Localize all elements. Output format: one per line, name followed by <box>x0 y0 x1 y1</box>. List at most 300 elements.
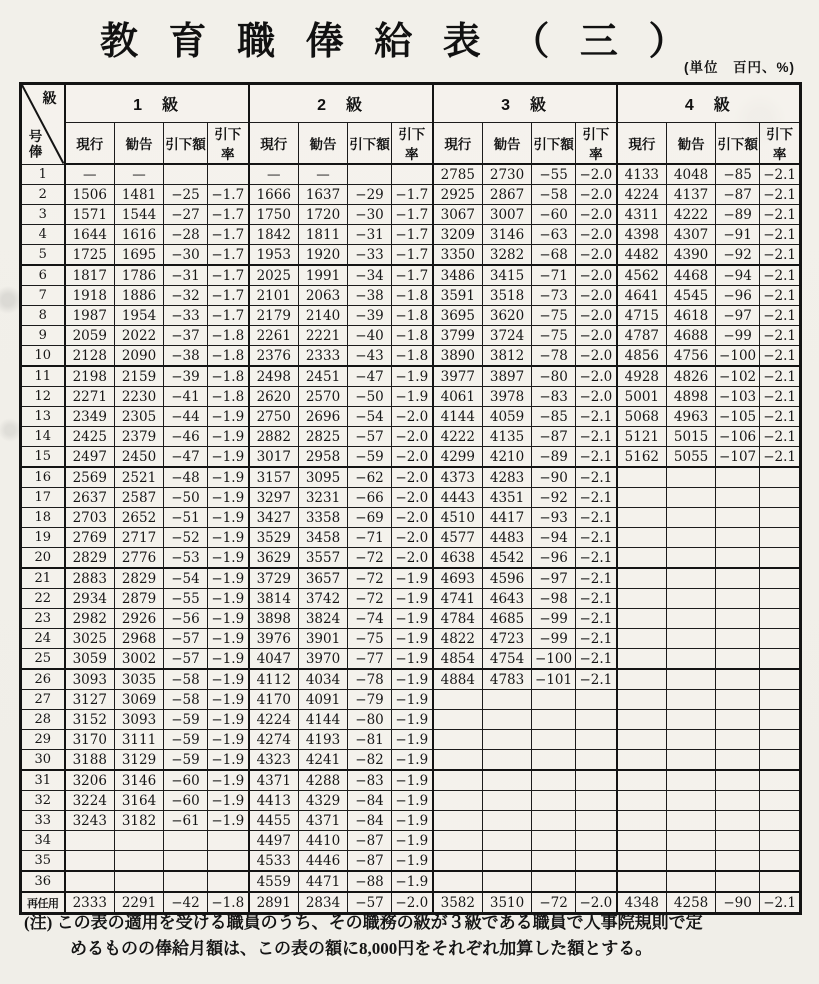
cell: −2.1 <box>760 407 801 427</box>
cell: −71 <box>532 265 576 286</box>
cell: −1.9 <box>392 750 433 771</box>
table-row <box>21 871 801 892</box>
cell: 3164 <box>115 791 164 811</box>
table-row <box>21 387 801 407</box>
cell: −71 <box>348 528 392 548</box>
cell: −87 <box>348 851 392 872</box>
corner-cell <box>21 84 65 165</box>
cell: −85 <box>716 164 760 185</box>
sub-header: 勧告 <box>667 123 716 165</box>
cell <box>667 488 716 508</box>
cell <box>392 164 433 185</box>
cell: 3095 <box>299 467 348 488</box>
cell: −46 <box>164 427 208 447</box>
table-row <box>21 831 801 851</box>
cell <box>760 467 801 488</box>
cell <box>760 690 801 710</box>
cell: −75 <box>532 326 576 346</box>
cell: 3799 <box>433 326 483 346</box>
unit-note: (単位 百円、%) <box>684 60 795 75</box>
cell: −72 <box>348 568 392 589</box>
cell: 1920 <box>299 245 348 266</box>
cell: 2587 <box>115 488 164 508</box>
cell: 3814 <box>249 589 299 609</box>
cell <box>760 508 801 528</box>
cell: 4533 <box>249 851 299 872</box>
cell: 4898 <box>667 387 716 407</box>
table-row <box>21 164 801 185</box>
cell: −2.1 <box>760 326 801 346</box>
step-label: 4 <box>21 225 65 245</box>
cell <box>617 467 667 488</box>
cell: 2521 <box>115 467 164 488</box>
cell: 3591 <box>433 286 483 306</box>
sub-header: 勧告 <box>299 123 348 165</box>
cell: 1720 <box>299 205 348 225</box>
cell: 3824 <box>299 609 348 629</box>
cell: 2652 <box>115 508 164 528</box>
cell: 4641 <box>617 286 667 306</box>
salary-table <box>19 82 802 915</box>
cell: −80 <box>348 710 392 730</box>
cell: −57 <box>164 649 208 670</box>
cell: 4577 <box>433 528 483 548</box>
cell: 4283 <box>483 467 532 488</box>
cell: −94 <box>716 265 760 286</box>
cell <box>617 871 667 892</box>
cell: −89 <box>532 447 576 468</box>
cell: −2.1 <box>760 164 801 185</box>
cell: −1.9 <box>392 811 433 831</box>
table-row <box>21 326 801 346</box>
cell <box>716 568 760 589</box>
cell: −55 <box>532 164 576 185</box>
cell <box>208 871 249 892</box>
cell <box>532 871 576 892</box>
cell: −97 <box>716 306 760 326</box>
cell <box>208 831 249 851</box>
cell: 4373 <box>433 467 483 488</box>
cell: 4455 <box>249 811 299 831</box>
cell <box>576 811 617 831</box>
cell <box>208 164 249 185</box>
cell: −93 <box>532 508 576 528</box>
cell: −1.9 <box>208 467 249 488</box>
step-label: 12 <box>21 387 65 407</box>
cell <box>65 831 115 851</box>
cell: 1886 <box>115 286 164 306</box>
cell: 3243 <box>65 811 115 831</box>
cell: 2159 <box>115 366 164 387</box>
cell <box>760 791 801 811</box>
cell: 4299 <box>433 447 483 468</box>
cell: −1.7 <box>208 306 249 326</box>
cell: 1695 <box>115 245 164 266</box>
cell: 2179 <box>249 306 299 326</box>
cell: −1.7 <box>208 245 249 266</box>
cell <box>716 791 760 811</box>
grade-header-3: 3 級 <box>433 84 617 123</box>
cell: −1.9 <box>208 669 249 690</box>
cell: 4137 <box>667 185 716 205</box>
cell: 4784 <box>433 609 483 629</box>
cell: 4307 <box>667 225 716 245</box>
sub-header: 引下率 <box>392 123 433 165</box>
cell <box>617 791 667 811</box>
cell <box>716 649 760 670</box>
cell: 4258 <box>667 892 716 914</box>
cell: −69 <box>348 508 392 528</box>
cell: 2620 <box>249 387 299 407</box>
cell: −96 <box>532 548 576 569</box>
cell: −87 <box>532 427 576 447</box>
cell: 3025 <box>65 629 115 649</box>
cell <box>208 851 249 872</box>
cell: 3458 <box>299 528 348 548</box>
cell: −103 <box>716 387 760 407</box>
cell: −40 <box>348 326 392 346</box>
cell <box>532 791 576 811</box>
step-label: 19 <box>21 528 65 548</box>
cell: 2128 <box>65 346 115 367</box>
cell: −2.1 <box>760 366 801 387</box>
cell: 5001 <box>617 387 667 407</box>
cell <box>483 730 532 750</box>
cell: 1750 <box>249 205 299 225</box>
cell: 4685 <box>483 609 532 629</box>
cell: −1.7 <box>208 185 249 205</box>
cell: −84 <box>348 791 392 811</box>
cell: 3129 <box>115 750 164 771</box>
cell: −63 <box>532 225 576 245</box>
cell: 3620 <box>483 306 532 326</box>
cell <box>760 669 801 690</box>
cell: −1.9 <box>208 690 249 710</box>
cell: −27 <box>164 205 208 225</box>
cell: 2022 <box>115 326 164 346</box>
cell <box>760 770 801 791</box>
table-row <box>21 791 801 811</box>
table-row <box>21 508 801 528</box>
cell <box>532 710 576 730</box>
cell <box>716 488 760 508</box>
cell: −1.9 <box>392 387 433 407</box>
cell <box>716 629 760 649</box>
cell <box>667 649 716 670</box>
cell: −98 <box>532 589 576 609</box>
cell <box>667 791 716 811</box>
cell <box>576 750 617 771</box>
cell: 2333 <box>65 892 115 914</box>
step-label: 29 <box>21 730 65 750</box>
cell: −2.1 <box>576 649 617 670</box>
cell: −57 <box>348 892 392 914</box>
table-row <box>21 649 801 670</box>
cell <box>483 851 532 872</box>
cell: 4170 <box>249 690 299 710</box>
cell: −1.7 <box>208 225 249 245</box>
cell: 2834 <box>299 892 348 914</box>
cell: 3898 <box>249 609 299 629</box>
step-label: 22 <box>21 589 65 609</box>
cell: −1.9 <box>392 871 433 892</box>
cell: 2198 <box>65 366 115 387</box>
cell: 4224 <box>249 710 299 730</box>
cell: 1481 <box>115 185 164 205</box>
cell: 3059 <box>65 649 115 670</box>
cell: 2570 <box>299 387 348 407</box>
cell: 4323 <box>249 750 299 771</box>
cell <box>532 851 576 872</box>
cell <box>483 791 532 811</box>
table-row <box>21 488 801 508</box>
cell: −39 <box>348 306 392 326</box>
cell: −2.0 <box>576 326 617 346</box>
cell <box>716 851 760 872</box>
cell: −1.9 <box>208 447 249 468</box>
cell: −58 <box>164 669 208 690</box>
cell: 4856 <box>617 346 667 367</box>
cell: 2090 <box>115 346 164 367</box>
cell: 1571 <box>65 205 115 225</box>
cell: −1.9 <box>392 568 433 589</box>
cell <box>667 629 716 649</box>
cell: −100 <box>716 346 760 367</box>
cell <box>760 548 801 569</box>
step-label: 6 <box>21 265 65 286</box>
cell: −1.7 <box>392 265 433 286</box>
step-label: 16 <box>21 467 65 488</box>
table-row <box>21 669 801 690</box>
cell: −96 <box>716 286 760 306</box>
cell <box>716 589 760 609</box>
cell: 4497 <box>249 831 299 851</box>
cell: −1.9 <box>208 528 249 548</box>
cell: −2.0 <box>576 205 617 225</box>
cell <box>617 811 667 831</box>
cell: −52 <box>164 528 208 548</box>
table-body <box>21 164 801 914</box>
cell: −106 <box>716 427 760 447</box>
cell: 2717 <box>115 528 164 548</box>
footnote-line: (注) この表の適用を受ける職員のうち、その職務の級が３級である職員で人事院規則で定 <box>24 913 703 932</box>
step-label: 32 <box>21 791 65 811</box>
cell: 2063 <box>299 286 348 306</box>
cell: 3282 <box>483 245 532 266</box>
cell <box>716 528 760 548</box>
cell: 3111 <box>115 730 164 750</box>
cell: 1918 <box>65 286 115 306</box>
cell: 4483 <box>483 528 532 548</box>
sub-header: 引下率 <box>576 123 617 165</box>
cell: 3629 <box>249 548 299 569</box>
sub-header: 現行 <box>617 123 667 165</box>
footnote <box>24 910 800 961</box>
cell <box>576 831 617 851</box>
step-label: 3 <box>21 205 65 225</box>
step-label: 33 <box>21 811 65 831</box>
cell <box>483 750 532 771</box>
cell: 4091 <box>299 690 348 710</box>
cell: −34 <box>348 265 392 286</box>
cell: −30 <box>164 245 208 266</box>
cell: −2.1 <box>576 427 617 447</box>
cell: 2934 <box>65 589 115 609</box>
cell: −54 <box>348 407 392 427</box>
table-row <box>21 589 801 609</box>
cell <box>65 851 115 872</box>
cell: 2025 <box>249 265 299 286</box>
cell: 4274 <box>249 730 299 750</box>
corner-grade-label: 級 <box>42 90 59 106</box>
cell: −25 <box>164 185 208 205</box>
cell: 3146 <box>483 225 532 245</box>
cell <box>667 871 716 892</box>
cell: −102 <box>716 366 760 387</box>
cell: 4542 <box>483 548 532 569</box>
cell: 3069 <box>115 690 164 710</box>
cell: −2.0 <box>576 286 617 306</box>
cell: −1.9 <box>392 629 433 649</box>
cell: −1.7 <box>392 245 433 266</box>
cell: 3901 <box>299 629 348 649</box>
sub-header: 引下額 <box>164 123 208 165</box>
cell: 4034 <box>299 669 348 690</box>
table-row <box>21 366 801 387</box>
cell: 2101 <box>249 286 299 306</box>
sub-header: 現行 <box>65 123 115 165</box>
cell: −88 <box>348 871 392 892</box>
cell <box>532 811 576 831</box>
cell: −101 <box>532 669 576 690</box>
step-label: 23 <box>21 609 65 629</box>
cell: 3182 <box>115 811 164 831</box>
cell: 4854 <box>433 649 483 670</box>
cell: −2.1 <box>760 225 801 245</box>
table-row <box>21 205 801 225</box>
cell: 3510 <box>483 892 532 914</box>
sub-header: 勧告 <box>483 123 532 165</box>
cell: −2.1 <box>760 447 801 468</box>
cell: 2379 <box>115 427 164 447</box>
cell: −72 <box>348 548 392 569</box>
cell: −2.1 <box>760 892 801 914</box>
cell <box>115 871 164 892</box>
cell <box>617 770 667 791</box>
cell: 3146 <box>115 770 164 791</box>
cell <box>667 568 716 589</box>
cell: −2.1 <box>576 467 617 488</box>
cell: 3002 <box>115 649 164 670</box>
cell <box>760 831 801 851</box>
cell: 1842 <box>249 225 299 245</box>
cell: 3157 <box>249 467 299 488</box>
cell: −57 <box>348 427 392 447</box>
cell <box>576 871 617 892</box>
cell: 4210 <box>483 447 532 468</box>
cell: −99 <box>532 629 576 649</box>
cell: 2333 <box>299 346 348 367</box>
cell: −47 <box>348 366 392 387</box>
cell: 2230 <box>115 387 164 407</box>
cell: −60 <box>532 205 576 225</box>
cell: −1.7 <box>208 286 249 306</box>
cell <box>617 669 667 690</box>
cell: 4693 <box>433 568 483 589</box>
cell <box>716 548 760 569</box>
cell: 4510 <box>433 508 483 528</box>
table-row <box>21 306 801 326</box>
cell <box>576 710 617 730</box>
step-label: 27 <box>21 690 65 710</box>
cell: −75 <box>532 306 576 326</box>
cell: −59 <box>164 730 208 750</box>
cell: 3415 <box>483 265 532 286</box>
cell: −60 <box>164 770 208 791</box>
cell: −1.9 <box>392 669 433 690</box>
step-label: 20 <box>21 548 65 569</box>
cell <box>760 589 801 609</box>
cell: 4224 <box>617 185 667 205</box>
cell <box>667 831 716 851</box>
cell: −1.8 <box>208 366 249 387</box>
cell <box>716 831 760 851</box>
cell: −1.8 <box>208 892 249 914</box>
cell: 3358 <box>299 508 348 528</box>
cell: 4783 <box>483 669 532 690</box>
cell: −37 <box>164 326 208 346</box>
cell: 4144 <box>433 407 483 427</box>
step-label: 35 <box>21 851 65 872</box>
cell: 2879 <box>115 589 164 609</box>
cell <box>760 649 801 670</box>
cell: 3742 <box>299 589 348 609</box>
cell: 3188 <box>65 750 115 771</box>
cell: 4787 <box>617 326 667 346</box>
cell: −50 <box>164 488 208 508</box>
cell: 2696 <box>299 407 348 427</box>
cell: 3729 <box>249 568 299 589</box>
cell: −1.9 <box>208 710 249 730</box>
cell <box>483 710 532 730</box>
cell: 1987 <box>65 306 115 326</box>
cell <box>532 831 576 851</box>
cell: 4135 <box>483 427 532 447</box>
cell: −1.8 <box>392 306 433 326</box>
cell <box>115 851 164 872</box>
cell: −2.1 <box>576 447 617 468</box>
cell: 3152 <box>65 710 115 730</box>
cell: 4545 <box>667 286 716 306</box>
cell: 2376 <box>249 346 299 367</box>
cell: −2.1 <box>576 488 617 508</box>
cell: −2.1 <box>576 589 617 609</box>
cell: 4417 <box>483 508 532 528</box>
cell: −1.7 <box>208 265 249 286</box>
cell: −90 <box>716 892 760 914</box>
cell: −1.9 <box>392 831 433 851</box>
cell: 3897 <box>483 366 532 387</box>
cell: 2769 <box>65 528 115 548</box>
cell: −39 <box>164 366 208 387</box>
cell: 5121 <box>617 427 667 447</box>
cell: 4963 <box>667 407 716 427</box>
cell <box>667 690 716 710</box>
cell <box>483 811 532 831</box>
cell: −1.9 <box>208 488 249 508</box>
cell: 2776 <box>115 548 164 569</box>
cell: −41 <box>164 387 208 407</box>
